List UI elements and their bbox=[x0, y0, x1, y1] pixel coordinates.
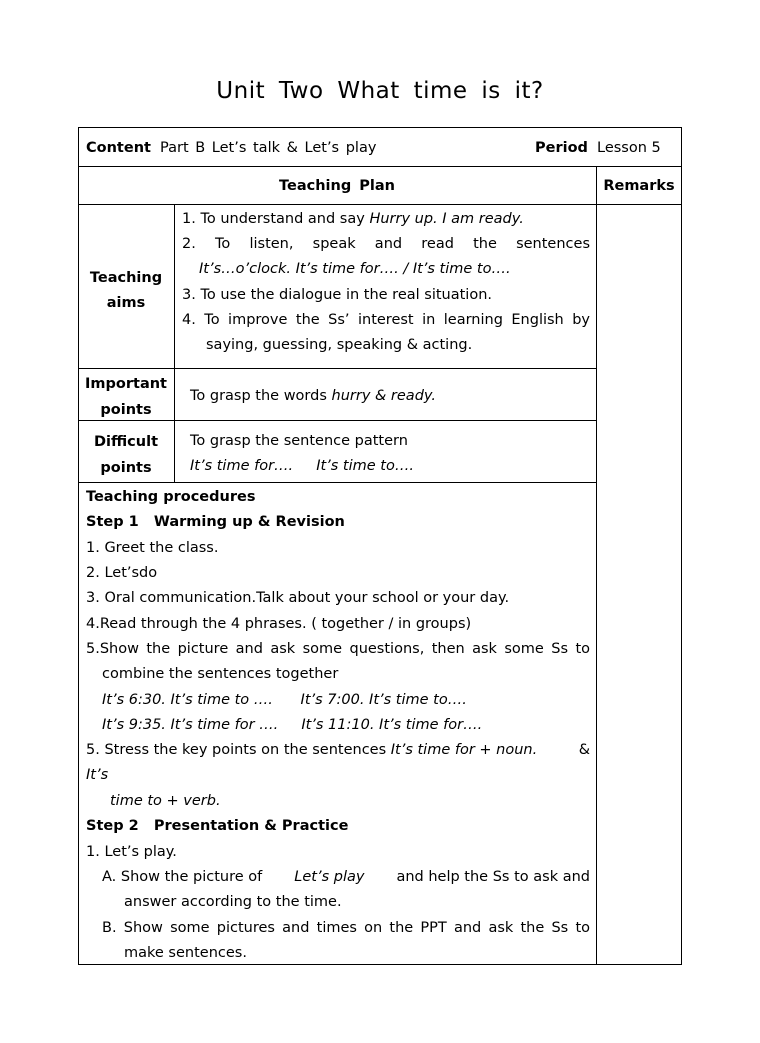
table-border-bottom bbox=[78, 964, 682, 965]
step-2-item-A: A. Show the picture of Let’s play and help the Ss to ask and bbox=[102, 869, 590, 885]
difficult-points-sentences: It’s time for…. It’s time to…. bbox=[190, 458, 414, 474]
period-label: Period bbox=[535, 140, 588, 156]
procedures-heading: Teaching procedures bbox=[86, 489, 256, 505]
label-column-divider bbox=[174, 204, 175, 482]
teaching-plan-heading: Teaching Plan bbox=[279, 178, 395, 194]
row-divider bbox=[78, 482, 596, 483]
aim-1: 1. To understand and say Hurry up. I am ready. bbox=[182, 211, 524, 227]
remarks-heading: Remarks bbox=[603, 178, 675, 194]
aim-2: 2. To listen, speak and read the sentences bbox=[182, 236, 590, 252]
lesson-plan-table bbox=[78, 127, 682, 965]
table-border-right bbox=[681, 127, 682, 965]
aim-2-sentences: It’s…o’clock. It’s time for…. / It’s time to…. bbox=[199, 261, 511, 277]
aim-4-continued: saying, guessing, speaking & acting. bbox=[206, 337, 473, 353]
period-value: Lesson 5 bbox=[597, 140, 661, 156]
important-points-label: Important points bbox=[85, 376, 167, 418]
step-1-item-4: 4.Read through the 4 phrases. ( together / in groups) bbox=[86, 616, 472, 632]
step-1-item-2: 2. Let’sdo bbox=[86, 565, 158, 581]
step-2-item-B-continued: make sentences. bbox=[124, 945, 247, 961]
aim-4: 4. To improve the Ss’ interest in learning English by bbox=[182, 312, 590, 328]
step-2-heading: Step 2 Presentation & Practice bbox=[86, 818, 349, 834]
difficult-points-text: To grasp the sentence pattern bbox=[190, 433, 408, 449]
remarks-divider bbox=[596, 166, 597, 965]
row-divider bbox=[78, 204, 682, 205]
step-1-item-5-continued: combine the sentences together bbox=[102, 666, 339, 682]
row-divider bbox=[78, 166, 682, 167]
difficult-points-label: Difficult points bbox=[94, 434, 158, 476]
step-1-item-3: 3. Oral communication.Talk about your school or your day. bbox=[86, 590, 510, 606]
example-sentences-1: It’s 6:30. It’s time to …. It’s 7:00. It’s time to…. bbox=[102, 692, 467, 708]
page-title: Unit Two What time is it? bbox=[216, 78, 544, 104]
row-divider bbox=[78, 368, 596, 369]
step-2-item-1: 1. Let’s play. bbox=[86, 844, 177, 860]
step-2-item-A-continued: answer according to the time. bbox=[124, 894, 342, 910]
important-points-text: To grasp the words hurry & ready. bbox=[190, 388, 436, 404]
step-1-item-6-line-2: It’s bbox=[86, 767, 109, 783]
step-1-item-1: 1. Greet the class. bbox=[86, 540, 219, 556]
teaching-aims-label: Teaching aims bbox=[89, 270, 163, 311]
content-value: Part B Let’s talk & Let’s play bbox=[160, 140, 377, 156]
aim-3: 3. To use the dialogue in the real situation. bbox=[182, 287, 492, 303]
table-border-left bbox=[78, 127, 79, 965]
table-border-top bbox=[78, 127, 682, 128]
step-1-item-5: 5.Show the picture and ask some questions, then ask some Ss to bbox=[86, 641, 590, 657]
content-label: Content bbox=[86, 140, 151, 156]
step-1-item-6: 5. Stress the key points on the sentences It’s time for + noun. & bbox=[86, 742, 590, 758]
step-1-heading: Step 1 Warming up & Revision bbox=[86, 514, 345, 530]
example-sentences-2: It’s 9:35. It’s time for …. It’s 11:10. It’s time for…. bbox=[102, 717, 483, 733]
step-1-item-6-line-3: time to + verb. bbox=[110, 793, 221, 809]
step-2-item-B: B. Show some pictures and times on the PPT and ask the Ss to bbox=[102, 920, 590, 936]
